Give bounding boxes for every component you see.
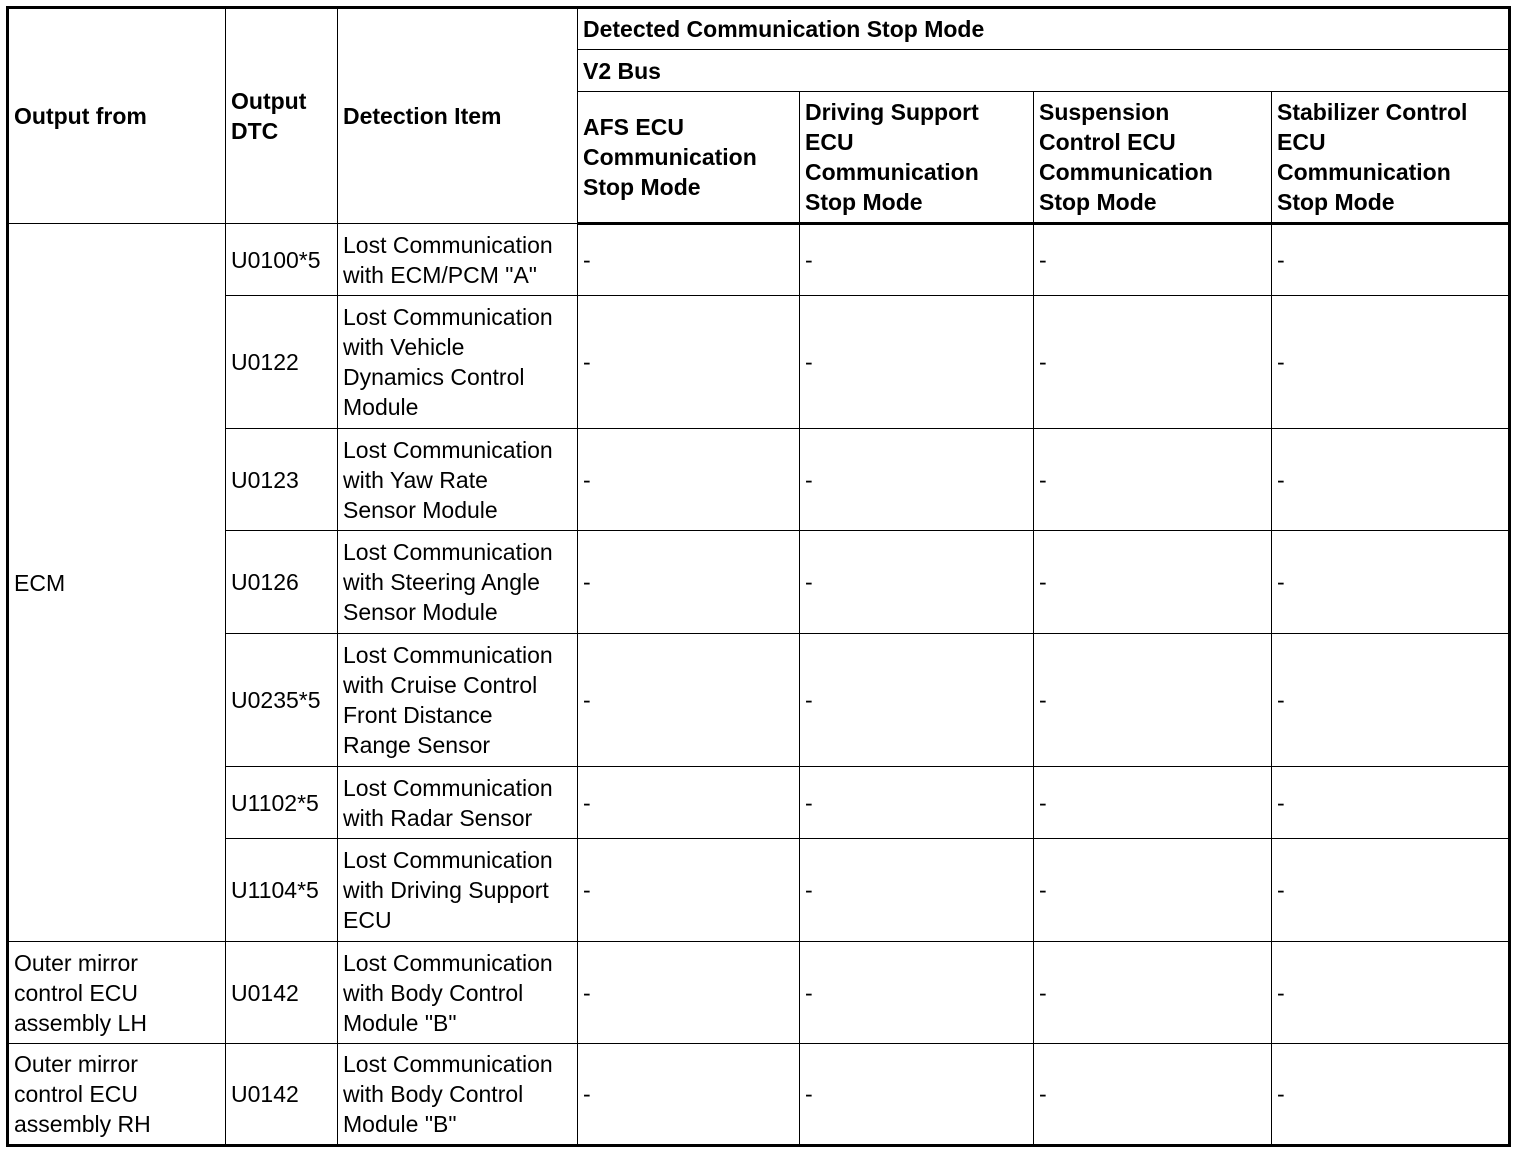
- table-row: [8, 1044, 1510, 1146]
- table-row: [8, 634, 1510, 767]
- stop-mode-cell: -: [1272, 1044, 1510, 1146]
- stop-mode-cell: -: [800, 1044, 1034, 1146]
- stop-mode-cell: -: [800, 296, 1034, 429]
- stop-mode-cell: -: [578, 224, 800, 296]
- dtc-code-cell: U0126: [226, 531, 338, 634]
- stop-mode-cell: -: [578, 296, 800, 429]
- detection-item-cell: Lost Communication with Steering Angle Sensor Module: [338, 531, 578, 634]
- table-row: [8, 296, 1510, 429]
- header-stop-mode-group: Detected Communication Stop Mode: [578, 8, 1510, 50]
- detection-item-cell: Lost Communication with Vehicle Dynamics Control Module: [338, 296, 578, 429]
- stop-mode-cell: -: [1272, 296, 1510, 429]
- table-row: [8, 942, 1510, 1044]
- stop-mode-cell: -: [1034, 839, 1272, 942]
- detection-item-cell: Lost Communication with Driving Support ECU: [338, 839, 578, 942]
- header-col-suspension: Suspension Control ECU Communication Stop Mode: [1034, 92, 1272, 224]
- stop-mode-cell: -: [1272, 634, 1510, 767]
- header-col-stabilizer: Stabilizer Control ECU Communication Stop Mode: [1272, 92, 1510, 224]
- stop-mode-cell: -: [578, 429, 800, 531]
- dtc-code-cell: U0142: [226, 1044, 338, 1146]
- table-row: [8, 224, 1510, 296]
- dtc-code-cell: U1102*5: [226, 767, 338, 839]
- stop-mode-cell: -: [578, 942, 800, 1044]
- stop-mode-cell: -: [1034, 942, 1272, 1044]
- stop-mode-cell: -: [1034, 634, 1272, 767]
- stop-mode-cell: -: [1034, 429, 1272, 531]
- table-row: [8, 839, 1510, 942]
- output-from-cell: ECM: [8, 224, 226, 942]
- header-col-afs: AFS ECU Communication Stop Mode: [578, 92, 800, 224]
- detection-item-cell: Lost Communication with Body Control Module "B": [338, 1044, 578, 1146]
- detection-item-cell: Lost Communication with Cruise Control Front Distance Range Sensor: [338, 634, 578, 767]
- dtc-table: [6, 6, 1511, 1147]
- stop-mode-cell: -: [1034, 1044, 1272, 1146]
- stop-mode-cell: -: [1272, 224, 1510, 296]
- stop-mode-cell: -: [800, 429, 1034, 531]
- detection-item-cell: Lost Communication with ECM/PCM "A": [338, 224, 578, 296]
- stop-mode-cell: -: [800, 224, 1034, 296]
- header-output-from: Output from: [8, 8, 226, 224]
- dtc-code-cell: U0122: [226, 296, 338, 429]
- stop-mode-cell: -: [800, 839, 1034, 942]
- detection-item-cell: Lost Communication with Body Control Module "B": [338, 942, 578, 1044]
- stop-mode-cell: -: [578, 839, 800, 942]
- stop-mode-cell: -: [1034, 224, 1272, 296]
- detection-item-cell: Lost Communication with Radar Sensor: [338, 767, 578, 839]
- stop-mode-cell: -: [1272, 429, 1510, 531]
- stop-mode-cell: -: [578, 531, 800, 634]
- dtc-code-cell: U0142: [226, 942, 338, 1044]
- stop-mode-cell: -: [1272, 531, 1510, 634]
- stop-mode-cell: -: [1034, 767, 1272, 839]
- table-row: [8, 531, 1510, 634]
- detection-item-cell: Lost Communication with Yaw Rate Sensor Module: [338, 429, 578, 531]
- dtc-code-cell: U0123: [226, 429, 338, 531]
- stop-mode-cell: -: [1034, 296, 1272, 429]
- output-from-cell: Outer mirror control ECU assembly RH: [8, 1044, 226, 1146]
- table-row: [8, 767, 1510, 839]
- stop-mode-cell: -: [578, 767, 800, 839]
- stop-mode-cell: -: [578, 634, 800, 767]
- stop-mode-cell: -: [1272, 839, 1510, 942]
- header-output-dtc: Output DTC: [226, 8, 338, 224]
- stop-mode-cell: -: [800, 634, 1034, 767]
- stop-mode-cell: -: [1272, 767, 1510, 839]
- stop-mode-cell: -: [578, 1044, 800, 1146]
- header-detection-item: Detection Item: [338, 8, 578, 224]
- header-col-driving-support: Driving Support ECU Communication Stop Mode: [800, 92, 1034, 224]
- dtc-code-cell: U0100*5: [226, 224, 338, 296]
- output-from-cell: Outer mirror control ECU assembly LH: [8, 942, 226, 1044]
- stop-mode-cell: -: [1034, 531, 1272, 634]
- stop-mode-cell: -: [800, 531, 1034, 634]
- stop-mode-cell: -: [1272, 942, 1510, 1044]
- dtc-code-cell: U0235*5: [226, 634, 338, 767]
- dtc-code-cell: U1104*5: [226, 839, 338, 942]
- header-bus: V2 Bus: [578, 50, 1510, 92]
- stop-mode-cell: -: [800, 767, 1034, 839]
- table-row: [8, 429, 1510, 531]
- stop-mode-cell: -: [800, 942, 1034, 1044]
